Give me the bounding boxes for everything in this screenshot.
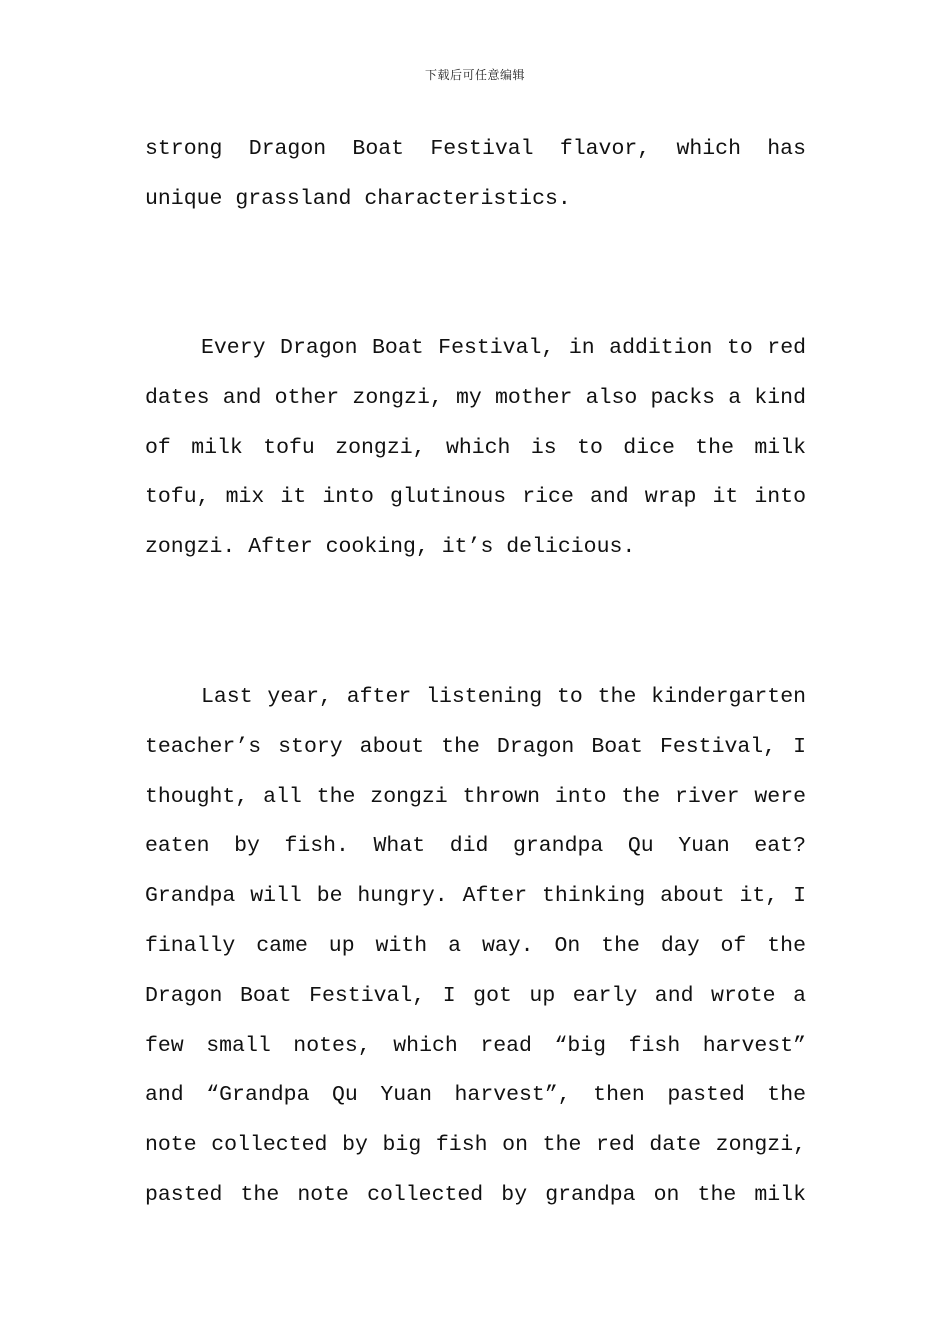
- paragraph-3: [145, 673, 806, 1221]
- paragraph-line: and “Grandpa Qu Yuan harvest”, then pasted the: [145, 1083, 806, 1108]
- paragraph-line: few small notes, which read “big fish harvest”: [145, 1033, 806, 1058]
- paragraph-line: strong Dragon Boat Festival flavor, which has: [145, 137, 806, 161]
- paragraph-line: tofu, mix it into glutinous rice and wrap it into: [145, 485, 806, 510]
- paragraph-line: finally came up with a way. On the day of the: [145, 933, 806, 958]
- paragraph-line: note collected by big fish on the red date zongzi,: [145, 1133, 806, 1158]
- page-header: 下载后可任意编辑: [424, 68, 525, 82]
- paragraph-line: pasted the note collected by grandpa on the milk: [145, 1182, 806, 1207]
- paragraph-line: unique grassland characteristics.: [145, 186, 571, 211]
- paragraph-line: eaten by fish. What did grandpa Qu Yuan eat?: [145, 834, 806, 859]
- paragraph-line: thought, all the zongzi thrown into the river were: [145, 784, 806, 809]
- paragraph-line: Grandpa will be hungry. After thinking about it, I: [145, 884, 806, 909]
- paragraph-line: dates and other zongzi, my mother also packs a kind: [145, 385, 806, 410]
- paragraph-line: teacher’s story about the Dragon Boat Festival, I: [145, 734, 806, 759]
- paragraph-line: zongzi. After cooking, it’s delicious.: [145, 535, 636, 560]
- paragraph-line: of milk tofu zongzi, which is to dice the milk: [145, 435, 806, 460]
- paragraph-1: [145, 125, 806, 225]
- paragraph-line: Dragon Boat Festival, I got up early and wrote a: [145, 983, 806, 1008]
- paragraph-line: Every Dragon Boat Festival, in addition to red: [201, 336, 806, 360]
- paragraph-line: Last year, after listening to the kindergarten: [201, 685, 806, 709]
- paragraph-2: [145, 324, 806, 573]
